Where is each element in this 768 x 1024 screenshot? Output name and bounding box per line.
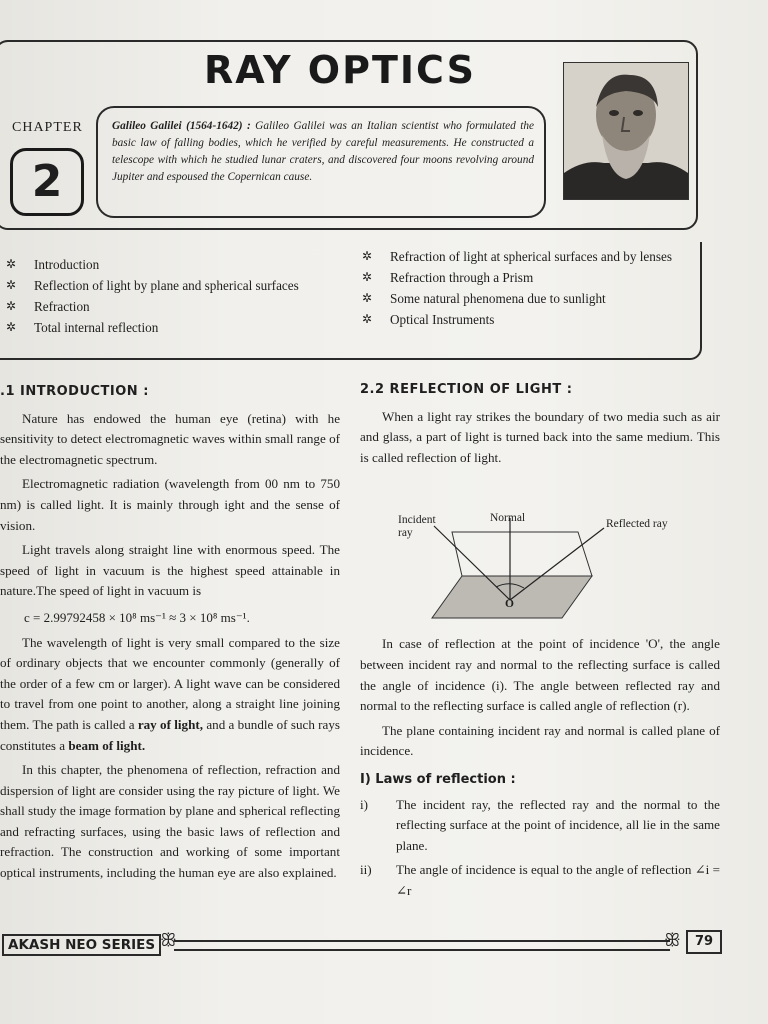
bullet-icon: ✲ — [6, 320, 17, 334]
bullet-icon: ✲ — [362, 270, 373, 284]
paragraph: When a light ray strikes the boundary of two media such as air and glass, a part of light is turned back into the same medium. This is called reflection of light. — [360, 408, 720, 465]
bullet-icon: ✲ — [362, 312, 373, 326]
introduction-column — [0, 382, 340, 888]
reflection-column — [360, 380, 720, 906]
contents-item: ✲ Introduction — [6, 254, 341, 275]
contents-item: ✲ Refraction — [6, 296, 341, 317]
speed-of-light-formula: c = 2.99792458 × 10⁸ ms⁻¹ ≈ 3 × 10⁸ ms⁻¹. — [24, 609, 250, 625]
bullet-icon: ✲ — [362, 291, 373, 305]
bullet-icon: ✲ — [6, 257, 17, 271]
normal-label: Normal — [490, 512, 526, 524]
chapter-number: 2 — [10, 148, 84, 216]
paragraph: Light travels along straight line with enormous speed. The speed of light in vacuum is the highest speed attainable in nature.The speed of light in vacuum is — [0, 542, 340, 599]
paragraph: Electromagnetic radiation (wavelength from 00 nm to 750 nm) is called light. It is mainly through ight and the sense of vision. — [0, 476, 340, 533]
point-of-incidence-label: O — [505, 598, 514, 610]
law-item: ii) The angle of incidence is equal to the angle of reflection ∠i = ∠r — [360, 862, 720, 898]
footer-rule — [174, 940, 670, 951]
contents-item: ✲ Refraction through a Prism — [362, 267, 692, 288]
bullet-icon: ✲ — [362, 249, 373, 263]
biography-box — [96, 106, 546, 218]
paragraph: The wavelength of light is very small compared to the size of ordinary objects that we encounter commonly (generally of the order of a few cm or larger). A light wave can be considered to travel from one point to another, along a straight line joining them. The path is called a ray of light, and a bundle of such rays constitutes a beam of light. — [0, 634, 340, 753]
chapter-label: CHAPTER — [12, 120, 83, 135]
contents-left-column — [6, 254, 341, 338]
galileo-portrait-image — [563, 62, 689, 200]
series-name: AKASH NEO SERIES — [2, 934, 161, 956]
bullet-icon: ✲ — [6, 278, 17, 292]
reflected-ray-label: Reflected ray — [606, 518, 668, 530]
reflection-heading: 2.2 REFLECTION OF LIGHT : — [360, 382, 573, 397]
contents-item: ✲ Refraction of light at spherical surfaces and by lenses — [362, 246, 692, 267]
introduction-heading: .1 INTRODUCTION : — [0, 384, 149, 399]
contents-item: ✲ Reflection of light by plane and spherical surfaces — [6, 275, 341, 296]
paragraph: In case of reflection at the point of incidence 'O', the angle between incident ray and normal to the reflecting surface is called the angle of incidence (i). The angle between reflected ray and normal to the reflecting surface is called angle of reflection (r). — [360, 636, 720, 714]
laws-heading: I) Laws of reflection : — [360, 771, 516, 787]
contents-item: ✲ Total internal reflection — [6, 317, 341, 338]
paragraph: In this chapter, the phenomena of reflection, refraction and dispersion of light are consider using the ray picture of light. We shall study the image formation by plane and spherical reflecting and refracting surfaces, using the basic laws of reflection and refraction. The construction and working of some important optical instruments, including the human eye are also explained. — [0, 762, 340, 881]
reflection-diagram — [392, 508, 702, 626]
chapter-contents — [0, 242, 702, 360]
page-number: 79 — [686, 930, 722, 954]
ornament-icon: ꕥ — [664, 930, 681, 950]
bullet-icon: ✲ — [6, 299, 17, 313]
contents-item: ✲ Optical Instruments — [362, 309, 692, 330]
incident-ray-label: Incident ray — [398, 514, 436, 539]
biography-name: Galileo Galilei (1564-1642) : — [112, 120, 251, 132]
biography-text: Galileo Galilei was an Italian scientist who formulated the basic law of falling bodies, which he verified by careful measurements. He constructed a telescope with which he studied lunar craters, and discovered four moons revolving around Jupiter and espoused the Copernican cause. — [112, 120, 535, 183]
law-item: i) The incident ray, the reflected ray and the normal to the reflecting surface at the point of incidence, all lie in the same plane. — [360, 796, 720, 853]
paragraph: Nature has endowed the human eye (retina) with he sensitivity to detect electromagnetic waves within small range of the electromagnetic spectrum. — [0, 410, 340, 467]
contents-right-column — [362, 246, 692, 330]
ornament-icon: ꕥ — [160, 930, 177, 950]
contents-item: ✲ Some natural phenomena due to sunlight — [362, 288, 692, 309]
paragraph: The plane containing incident ray and normal is called plane of incidence. — [360, 722, 720, 759]
chapter-title: RAY OPTICS — [204, 48, 476, 92]
